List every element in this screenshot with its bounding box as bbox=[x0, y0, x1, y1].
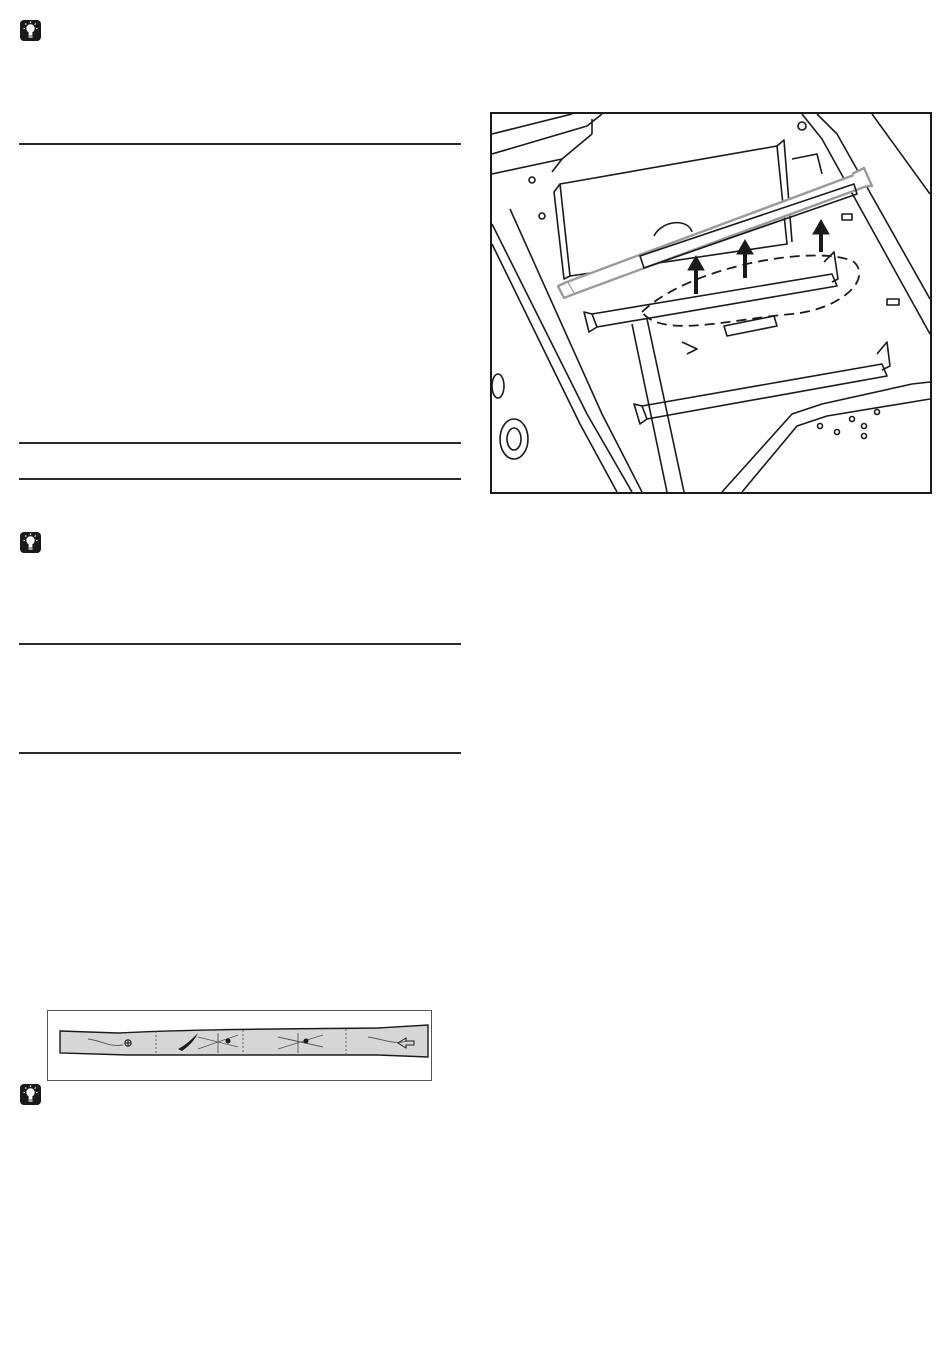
grill-interior-drawing bbox=[492, 114, 930, 492]
burner-removal-illustration bbox=[490, 112, 932, 494]
section-divider bbox=[19, 442, 461, 444]
lightbulb-icon bbox=[20, 1084, 41, 1105]
spider-guard-illustration bbox=[47, 1010, 432, 1081]
lightbulb-icon bbox=[20, 20, 41, 41]
section-divider bbox=[19, 643, 461, 645]
section-divider bbox=[19, 478, 461, 480]
burner-tube-guard-drawing bbox=[48, 1011, 431, 1080]
section-divider bbox=[19, 143, 461, 145]
lightbulb-icon bbox=[20, 532, 41, 553]
section-divider bbox=[19, 752, 461, 754]
